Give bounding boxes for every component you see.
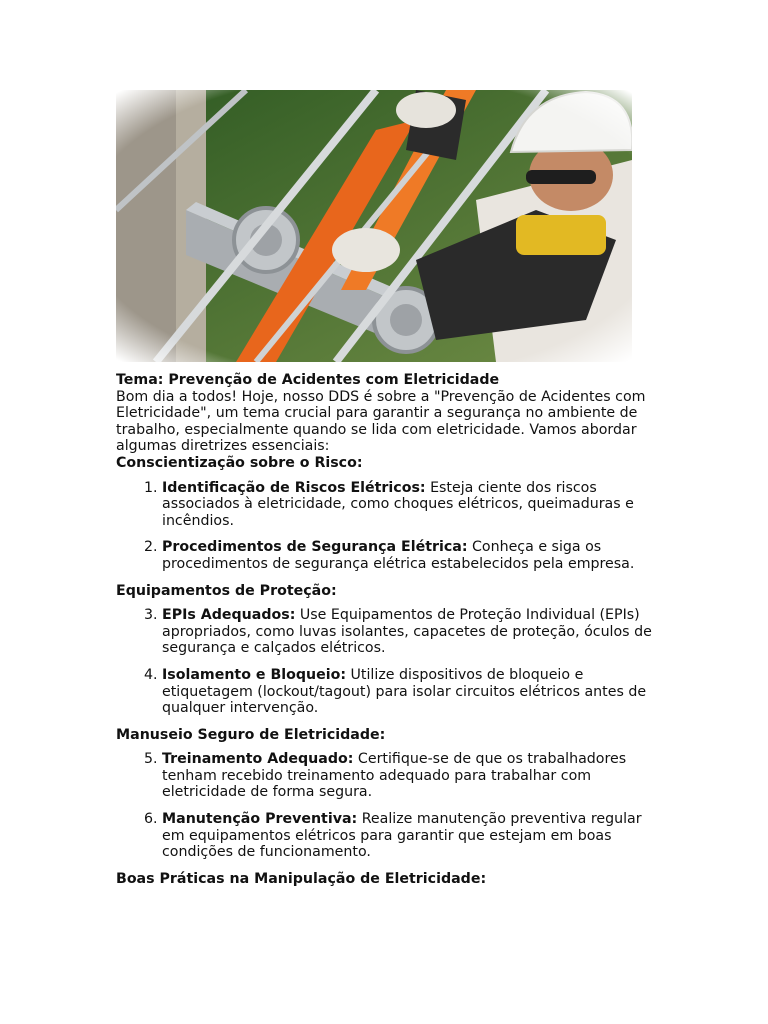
item-term: Manutenção Preventiva: — [162, 811, 358, 828]
section-heading: Conscientização sobre o Risco: — [116, 454, 363, 471]
item-term: Identificação de Riscos Elétricos: — [162, 479, 426, 496]
list-item — [162, 539, 656, 572]
item-text: Conheça e siga os procedimentos de segurança elétrica estabelecidos pela empresa. — [162, 539, 635, 572]
item-term: Procedimentos de Segurança Elétrica: — [162, 539, 468, 556]
section-heading: Manuseio Seguro de Eletricidade: — [116, 726, 386, 743]
item-text: Realize manutenção preventiva regular em equipamentos elétricos para garantir que estejam em boas condições de funcionamento. — [162, 811, 642, 861]
item-term: Treinamento Adequado: — [162, 751, 354, 768]
item-text: Use Equipamentos de Proteção Individual (EPIs) apropriados, como luvas isolantes, capacetes de proteção, óculos de segurança e calçados elétricos. — [162, 607, 652, 657]
item-text: Utilize dispositivos de bloqueio e etiquetagem (lockout/tagout) para isolar circuitos elétricos antes de qualquer intervenção. — [162, 666, 647, 717]
list-item — [162, 607, 656, 657]
item-text: Esteja ciente dos riscos associados à eletricidade, como choques elétricos, queimaduras e incêndios. — [162, 479, 634, 529]
list-item — [162, 667, 656, 717]
intro-paragraph: Bom dia a todos! Hoje, nosso DDS é sobre a "Prevenção de Acidentes com Eletricidade", um tema crucial para garantir a segurança no ambiente de trabalho, especialmente quando se lida com eletricidade. Vamos abordar algumas diretrizes essenciais: — [116, 388, 646, 455]
item-text: Certifique-se de que os trabalhadores tenham recebido treinamento adequado para trabalhar com eletricidade de forma segura. — [162, 751, 627, 801]
item-term: EPIs Adequados: — [162, 607, 296, 624]
list-item — [162, 751, 656, 801]
section-list — [116, 480, 656, 573]
document-title: Tema: Prevenção de Acidentes com Eletricidade — [116, 372, 500, 388]
section-list — [116, 607, 656, 717]
section-heading: Equipamentos de Proteção: — [116, 582, 337, 599]
document-body — [116, 372, 656, 887]
section-heading: Boas Práticas na Manipulação de Eletricidade: — [116, 870, 487, 887]
list-item — [162, 480, 656, 530]
item-term: Isolamento e Bloqueio: — [162, 666, 347, 683]
lineman-photo — [116, 90, 632, 362]
section-list — [116, 751, 656, 861]
list-item — [162, 811, 656, 861]
